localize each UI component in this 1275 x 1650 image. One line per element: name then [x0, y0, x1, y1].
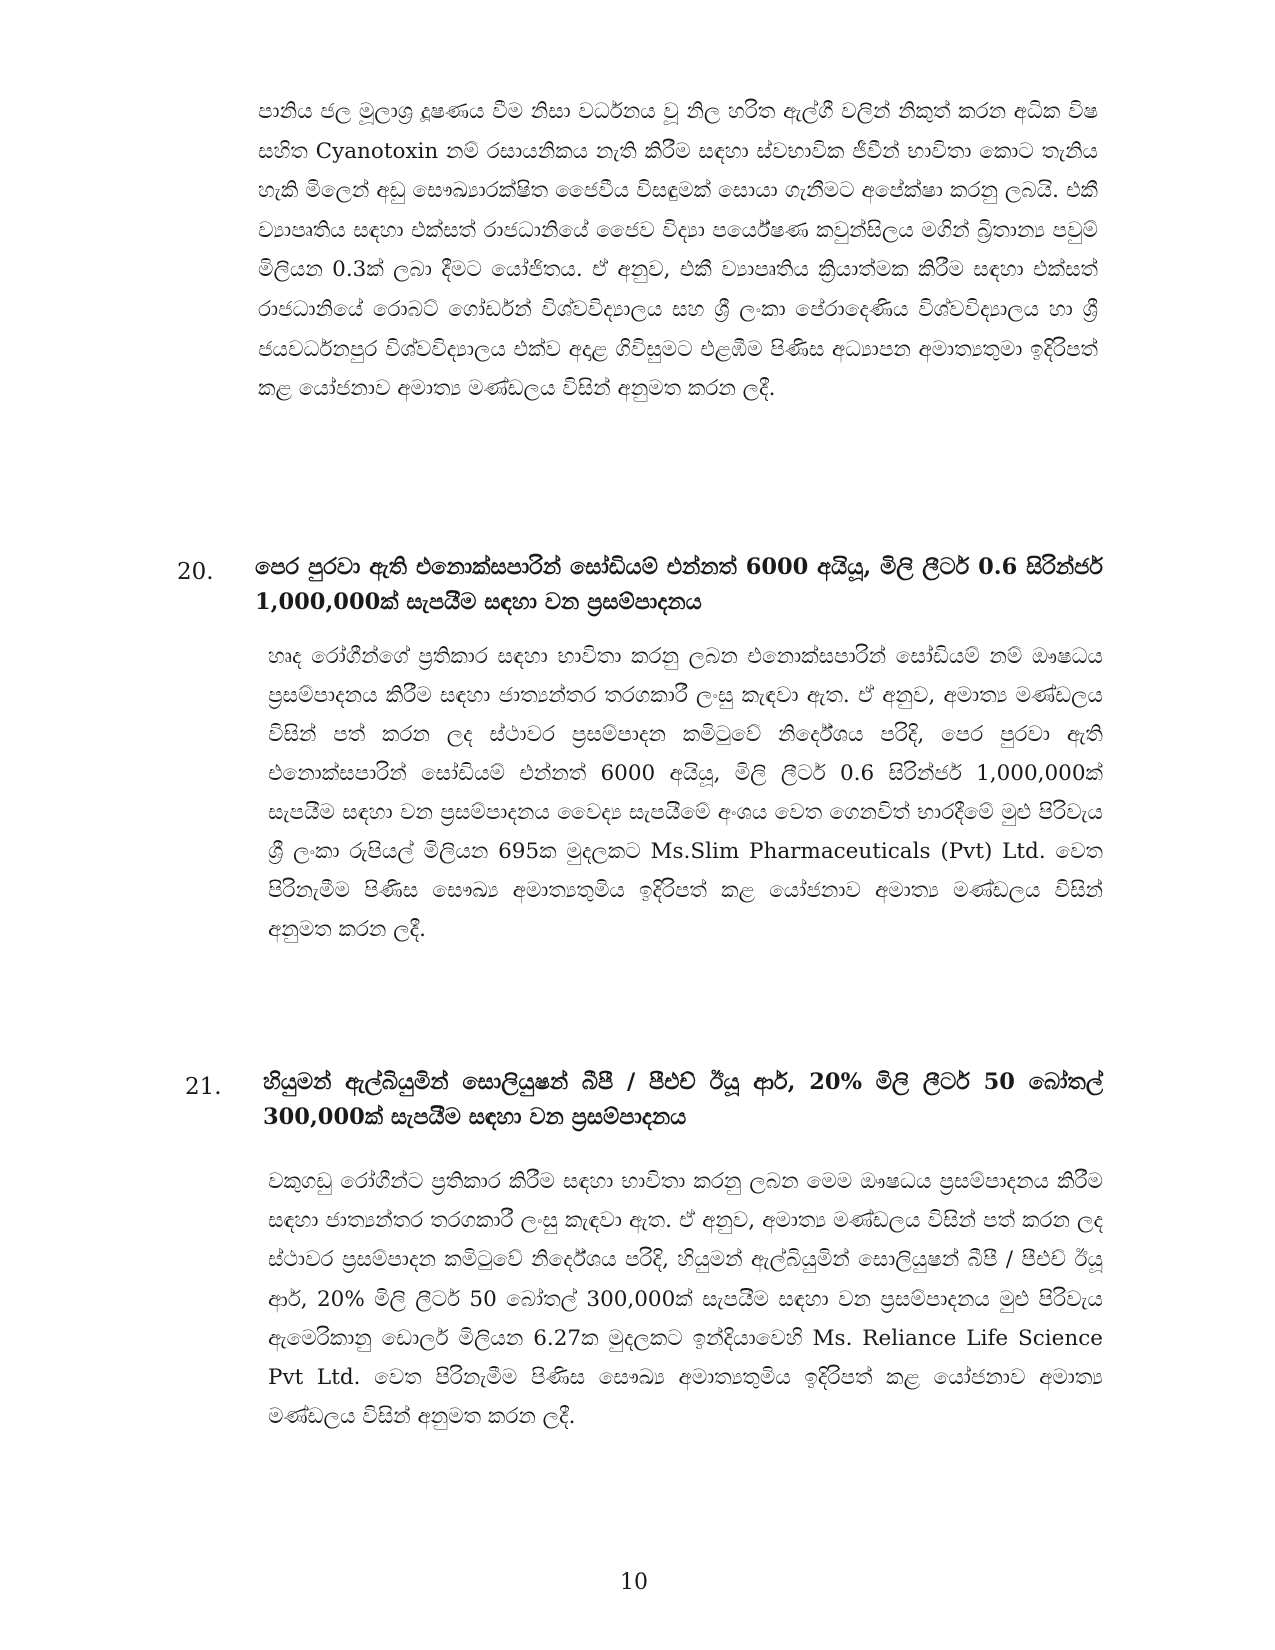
- intro-paragraph: පානිය ජල මූලාශ්‍ර දූෂණය වීම නිසා වර්ධනය වූ නිල හරිත ඇල්ගී වලින් නිකුත් කරන අධික විෂ සහිත Cyanotoxin නම් රසායනිකය නැති කිරීම සඳහා ස්වභාවික ජීවීන් භාවිතා කොට තැනිය හැකි මිලෙන් අඩු සෞඛ්‍යාරක්ෂිත ජෛවීය විසඳුමක් සොයා ගැනීමට අපේක්ෂා කරනු ලබයි. එකී ව්‍යාපෘතිය සඳහා එක්සත් රාජධානියේ ජෛව විද්‍යා පර්යේෂණ කවුන්සිලය මගින් බ්‍රිතාන්‍ය පවුම් මිලියන 0.3ක් ලබා දීමට යෝජිතය. ඒ අනුව, එකී ව්‍යාපෘතිය ක්‍රියාත්මක කිරීම සඳහා එක්සත් රාජධානියේ රොබට් ගෝර්ඩන් විශ්වවිද්‍යාලය සහ ශ්‍රී ලංකා පේරාදෙණිය විශ්වවිද්‍යාලය හා ශ්‍රී ජයවර්ධනපුර විශ්වවිද්‍යාලය එක්ව අදාළ ගිවිසුමට එළඹීම පිණිස අධ්‍යාපන අමාත්‍යතුමා ඉදිරිපත් කළ යෝජනාව අමාත්‍ය මණ්ඩලය විසින් අනුමත කරන ලදී.: [258, 99, 1098, 402]
- item-20-number: 20.: [177, 559, 214, 585]
- page-number: 10: [620, 1570, 648, 1595]
- item-21-number: 21.: [185, 1074, 222, 1100]
- item-21-heading: හියුමන් ඇල්බියුමින් සොලියුෂන් බීපී / පීඑච් ඊයූ ආර්, 20% මිලි ලීටර් 50 බෝතල් 300,000ක් සැපයීම සඳහා වන ප්‍රසම්පාදනය: [263, 1069, 1103, 1130]
- item-21-body: වකුගඩු රෝගීන්ට ප්‍රතිකාර කිරීම සඳහා භාවිතා කරනු ලබන මෙම ඖෂධය ප්‍රසම්පාදනය කිරීම සඳහා ජාත්‍යන්තර තරගකාරී ලංසු කැඳවා ඇත. ඒ අනුව, අමාත්‍ය මණ්ඩලය විසින් පත් කරන ලද ස්ථාවර ප්‍රසම්පාදන කමිටුවේ නිර්දේශය පරිදි, හියුමන් ඇල්බියුමින් සොලියුෂන් බීපී / පීඑච් ඊයූ ආර්, 20% මිලි ලීටර් 50 බෝතල් 300,000ක් සැපයීම සඳහා වන ප්‍රසම්පාදනය මුළු පිරිවැය ඇමෙරිකානු ඩොලර් මිලියන 6.27ක මුදලකට ඉන්දියාවෙහි Ms. Reliance Life Science Pvt Ltd. වෙත පිරිනැමීම පිණිස සෞඛ්‍ය අමාත්‍යතුමිය ඉදිරිපත් කළ යෝජනාව අමාත්‍ය මණ්ඩලය විසින් අනුමත කරන ලදී.: [268, 1169, 1103, 1430]
- item-20-body: හෘද රෝගීන්ගේ ප්‍රතිකාර සඳහා භාවිතා කරනු ලබන එනොක්සපාරින් සෝඩියම් නම් ඖෂධය ප්‍රසම්පාදනය කිරීම සඳහා ජාත්‍යන්තර තරගකාරී ලංසු කැඳවා ඇත. ඒ අනුව, අමාත්‍ය මණ්ඩලය විසින් පත් කරන ලද ස්ථාවර ප්‍රසම්පාදන කමිටුවේ නිර්දේශය පරිදි, පෙර පුරවා ඇති එනොක්සපාරින් සෝඩියම් එන්නත් 6000 අයියූ, මිලි ලීටර් 0.6 සිරින්ජර් 1,000,000ක් සැපයීම සඳහා වන ප්‍රසම්පාදනය වෛද්‍ය සැපයීමේ අංශය වෙත ගෙනවිත් භාරදීමේ මුළු පිරිවැය ශ්‍රී ලංකා රුපියල් මිලියන 695ක මුදලකට Ms.Slim Pharmaceuticals (Pvt) Ltd. වෙත පිරිනැමීම පිණිස සෞඛ්‍ය අමාත්‍යතුමිය ඉදිරිපත් කළ යෝජනාව අමාත්‍ය මණ්ඩලය විසින් අනුමත කරන ලදී.: [268, 644, 1103, 942]
- item-20-heading: පෙර පුරවා ඇති එනොක්සපාරින් සෝඩියම් එන්නත් 6000 අයියූ, මිලි ලීටර් 0.6 සිරින්ජර් 1,000,000ක් සැපයීම සඳහා වන ප්‍රසම්පාදනය: [255, 554, 1103, 615]
